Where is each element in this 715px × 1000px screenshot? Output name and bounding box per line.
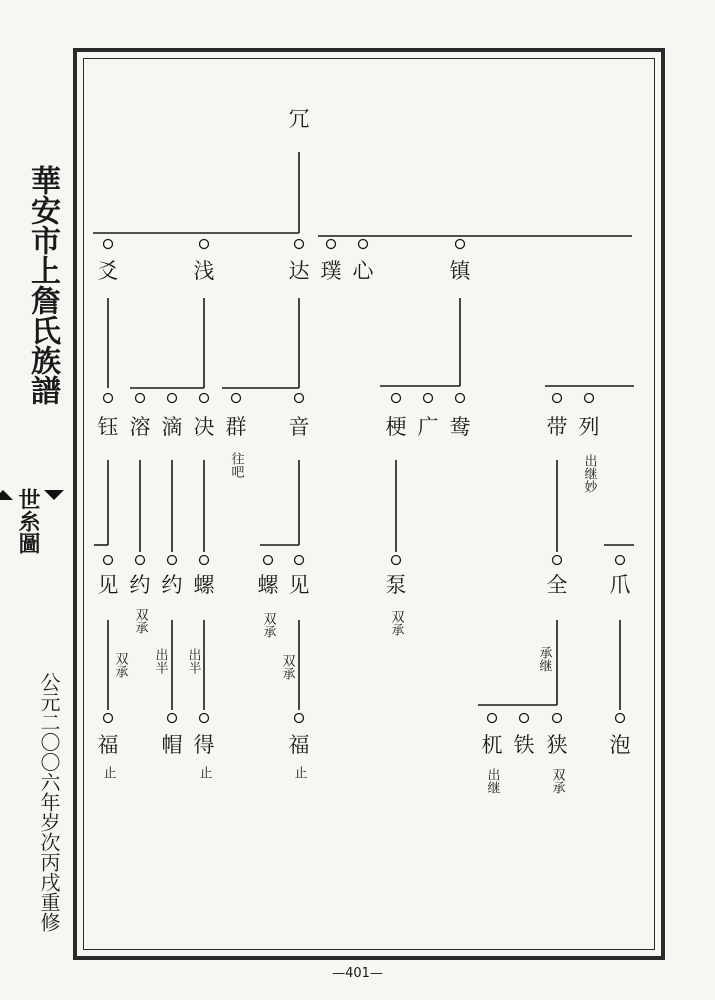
gen4-name: 见 <box>288 573 310 597</box>
note-text: 止 <box>291 766 307 779</box>
gen5-name: 福 <box>288 733 310 757</box>
note-text: 出继妙 <box>581 454 597 493</box>
gen2-name: 心 <box>352 259 374 283</box>
page-number: —401— <box>332 966 383 981</box>
gen2-name: 璞 <box>320 259 342 283</box>
note-text: 出半 <box>152 648 168 674</box>
gen4-name: 全 <box>546 573 568 597</box>
note-text: 止 <box>100 766 116 779</box>
gen3-name: 溶 <box>129 415 151 439</box>
gen5-name: 泡 <box>609 733 631 757</box>
gen2-name: 镇 <box>449 259 471 283</box>
gen3-name: 梗 <box>385 415 407 439</box>
side-section-label: 世糸圖 <box>30 488 64 554</box>
gen4-name: 约 <box>161 573 183 597</box>
gen3-name: 列 <box>578 415 600 439</box>
gen3-name: 决 <box>193 415 215 439</box>
gen3-name: 音 <box>288 415 310 439</box>
side-title: 華安市上詹氏族譜 <box>25 165 60 405</box>
gen5-name: 杌 <box>481 733 503 757</box>
note-text: 往吧 <box>228 452 244 478</box>
gen4-name: 爪 <box>609 573 631 597</box>
side-date: 公元二〇〇六年岁次丙戌重修 <box>37 672 61 932</box>
note-text: 双承 <box>549 768 565 794</box>
note-text: 出继 <box>484 768 500 794</box>
gen4-name: 螺 <box>193 573 215 597</box>
gen4-name: 螺 <box>257 573 279 597</box>
gen5-name: 得 <box>193 733 215 757</box>
gen5-name: 帽 <box>161 733 183 757</box>
gen5-name: 福 <box>97 733 119 757</box>
note-text: 双承 <box>279 654 295 680</box>
gen3-name: 群 <box>225 415 247 439</box>
gen2-name: 达 <box>288 259 310 283</box>
gen3-name: 带 <box>546 415 568 439</box>
note-text: 出半 <box>185 648 201 674</box>
gen4-name: 约 <box>129 573 151 597</box>
note-text: 承继 <box>536 646 552 672</box>
note-text: 双承 <box>112 652 128 678</box>
gen5-name: 狭 <box>546 733 568 757</box>
gen3-name: 滴 <box>161 415 183 439</box>
note-text: 双承 <box>388 610 404 636</box>
note-text: 止 <box>196 766 212 779</box>
gen5-name: 铁 <box>513 733 535 757</box>
note-text: 双承 <box>260 612 276 638</box>
gen4-name: 泵 <box>385 573 407 597</box>
gen3-name: 钰 <box>97 415 119 439</box>
gen3-name: 广 <box>417 415 439 439</box>
note-text: 双承 <box>132 608 148 634</box>
gen4-name: 见 <box>97 573 119 597</box>
root-name: 冗 <box>288 107 310 131</box>
gen3-name: 鸯 <box>449 415 471 439</box>
gen2-name: 浅 <box>193 259 215 283</box>
gen2-name: 爻 <box>97 259 119 283</box>
